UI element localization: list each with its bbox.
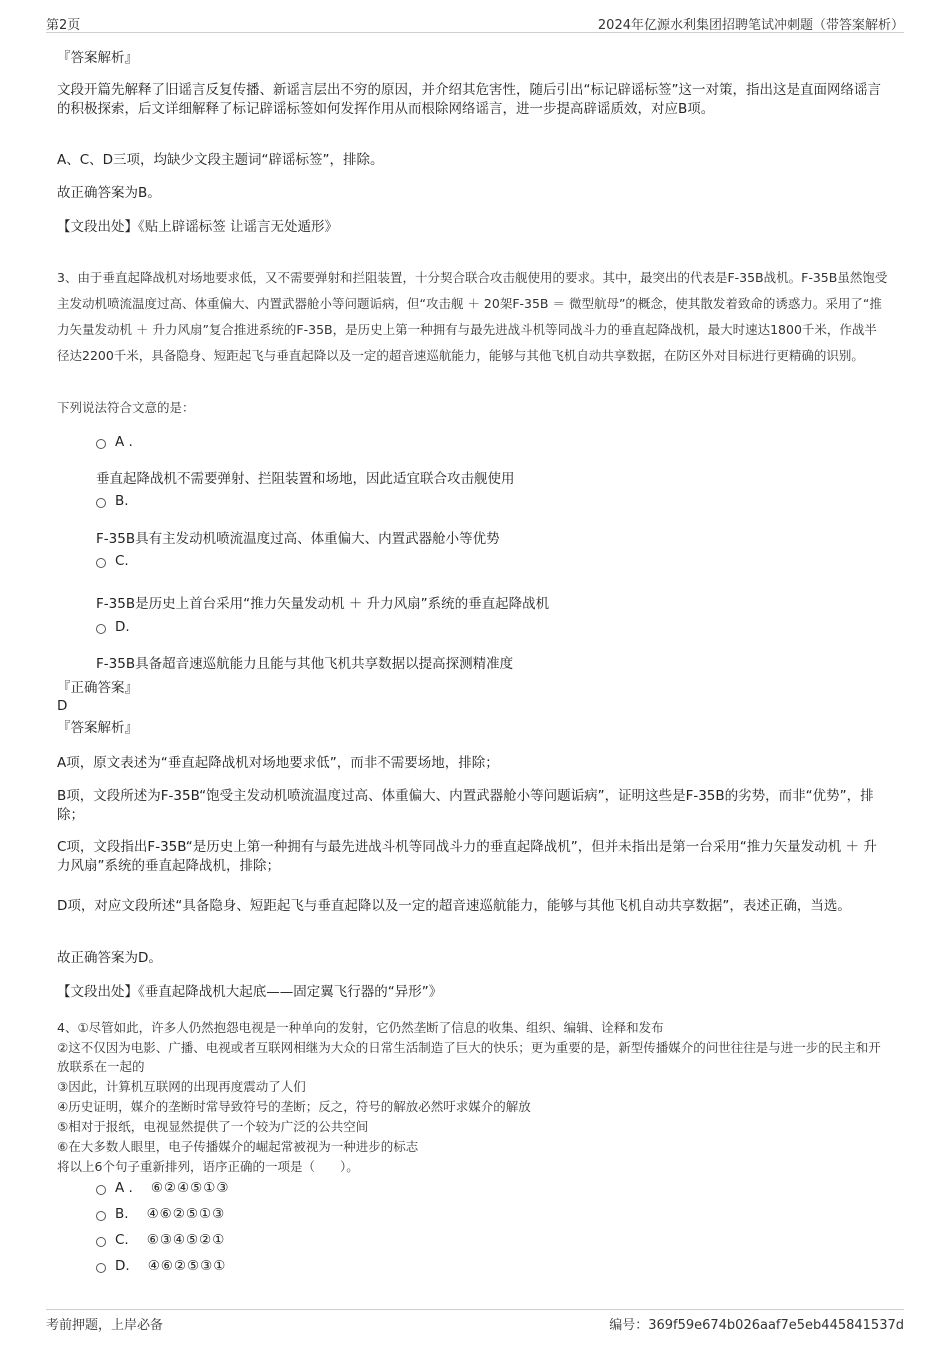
q4-option-d[interactable] — [96, 1258, 226, 1274]
option-label: C. — [115, 1232, 129, 1248]
q4-option-b[interactable] — [96, 1206, 225, 1222]
q3-option-d[interactable] — [96, 619, 130, 635]
radio-button[interactable] — [96, 1185, 106, 1195]
radio-button[interactable] — [96, 498, 106, 508]
option-text: ④⑥②⑤③① — [147, 1258, 227, 1274]
q3-option-a-text: 垂直起降战机不需要弹射、拦阻装置和场地，因此适宜联合攻击舰使用 — [96, 471, 515, 487]
q4-sentence-3: ③因此，计算机互联网的出现再度震动了人们 — [57, 1079, 306, 1094]
q3-stem: 3、由于垂直起降战机对场地要求低，又不需要弹射和拦阻装置，十分契合联合攻击舰使用的要求。其中，最突出的代表是F-35B战机。F-35B虽然饱受主发动机喷流温度过高、体重偏大、内置武器舱小等问题诟病，但“攻击舰 ＋ 20架F-35B ＝ 微型航母”的概念，使其散发着致命的诱惑力。采用了“推力矢量发动机 ＋ 升力风扇”复合推进系统的F-35B，是历史上第一种拥有与最先进战斗机等同战斗力的垂直起降战机，最大时速达1800千米，作战半径达2200千米，具备隐身、短距起飞与垂直起降以及一定的超音速巡航能力，能够与其他飞机自动共享数据，在防区外对目标进行更精确的识别。 — [57, 270, 888, 363]
q4-sentence-1: 4、①尽管如此，许多人仍然抱怨电视是一种单向的发射，它仍然垄断了信息的收集、组织、编辑、诠释和发布 — [57, 1020, 664, 1035]
q4-sentence-6: ⑥在大多数人眼里，电子传播媒介的崛起常被视为一种进步的标志 — [57, 1139, 419, 1154]
radio-button[interactable] — [96, 624, 106, 634]
radio-button[interactable] — [96, 1211, 106, 1221]
q4-option-a[interactable] — [96, 1180, 229, 1196]
option-label: D. — [115, 619, 130, 635]
option-text: ④⑥②⑤①③ — [146, 1206, 226, 1222]
q2-analysis-exclusion: A、C、D三项，均缺少文段主题词“辟谣标签”，排除。 — [57, 152, 384, 168]
q3-analysis-label: 『答案解析』 — [57, 720, 138, 736]
q4-prompt: 将以上6个句子重新排列，语序正确的一项是（ ）。 — [57, 1159, 359, 1174]
radio-button[interactable] — [96, 558, 106, 568]
header-divider — [46, 32, 904, 33]
q3-option-b[interactable] — [96, 493, 129, 509]
q3-analysis-d: D项，对应文段所述“具备隐身、短距起飞与垂直起降以及一定的超音速巡航能力，能够与其他飞机自动共享数据”，表述正确，当选。 — [57, 898, 851, 914]
q2-analysis-label: 『答案解析』 — [57, 50, 138, 66]
q3-option-c-text: F-35B是历史上首台采用“推力矢量发动机 ＋ 升力风扇”系统的垂直起降战机 — [96, 596, 550, 612]
option-text: ⑥③④⑤②① — [146, 1232, 226, 1248]
option-label: C. — [115, 553, 129, 569]
q3-option-d-text: F-35B具备超音速巡航能力且能与其他飞机共享数据以提高探测精准度 — [96, 656, 514, 672]
q2-correct-answer: 故正确答案为B。 — [57, 185, 161, 201]
q4-option-c[interactable] — [96, 1232, 225, 1248]
radio-button[interactable] — [96, 1237, 106, 1247]
q4-sentence-4: ④历史证明，媒介的垄断时常导致符号的垄断；反之，符号的解放必然吁求媒介的解放 — [57, 1099, 531, 1114]
footer-divider — [46, 1309, 904, 1310]
q3-option-c[interactable] — [96, 553, 129, 569]
option-label: D. — [115, 1258, 130, 1274]
option-label: A . — [115, 1180, 133, 1196]
radio-button[interactable] — [96, 439, 106, 449]
q3-prompt: 下列说法符合文意的是： — [57, 400, 195, 415]
q3-correct-answer-value: D — [57, 698, 68, 714]
q2-source: 【文段出处】《贴上辟谣标签 让谣言无处遁形》 — [57, 219, 339, 235]
page-header — [46, 10, 904, 33]
footer-slogan: 考前押题，上岸必备 — [46, 1318, 164, 1333]
q3-option-a[interactable] — [96, 434, 133, 450]
document-id: 编号：369f59e674b026aaf7e5eb445841537d — [609, 1318, 904, 1333]
option-label: B. — [115, 1206, 129, 1222]
option-text: ⑥②④⑤①③ — [150, 1180, 230, 1196]
q2-analysis-paragraph: 文段开篇先解释了旧谣言反复传播、新谣言层出不穷的原因，并介绍其危害性，随后引出“标记辟谣标签”这一对策，指出这是直面网络谣言的积极探索，后文详细解释了标记辟谣标签如何发挥作用从而根除网络谣言，进一步提高辟谣质效，对应B项。 — [57, 82, 881, 117]
q3-correct-conclusion: 故正确答案为D。 — [57, 950, 162, 966]
option-label: B. — [115, 493, 129, 509]
document-title: 2024年亿源水利集团招聘笔试冲刺题（带答案解析） — [597, 18, 904, 33]
q3-option-b-text: F-35B具有主发动机喷流温度过高、体重偏大、内置武器舱小等优势 — [96, 531, 500, 547]
q3-analysis-a: A项，原文表述为“垂直起降战机对场地要求低”，而非不需要场地，排除； — [57, 755, 499, 771]
q3-source: 【文段出处】《垂直起降战机大起底——固定翼飞行器的“异形”》 — [57, 984, 443, 1000]
page-number: 第2页 — [46, 18, 81, 33]
option-label: A . — [115, 434, 133, 450]
q3-correct-answer-label: 『正确答案』 — [57, 680, 138, 696]
q4-sentence-5: ⑤相对于报纸，电视显然提供了一个较为广泛的公共空间 — [57, 1119, 369, 1134]
q3-analysis-c: C项，文段指出F-35B“是历史上第一种拥有与最先进战斗机等同战斗力的垂直起降战机”，但并未指出是第一台采用“推力矢量发动机 ＋ 升力风扇”系统的垂直起降战机，排除； — [57, 839, 877, 874]
radio-button[interactable] — [96, 1263, 106, 1273]
q3-analysis-b: B项，文段所述为F-35B“饱受主发动机喷流温度过高、体重偏大、内置武器舱小等问题诟病”，证明这些是F-35B的劣势，而非“优势”，排除； — [57, 788, 874, 823]
q4-sentence-2: ②这不仅因为电影、广播、电视或者互联网相继为大众的日常生活制造了巨大的快乐；更为重要的是，新型传播媒介的问世往往是与进一步的民主和开放联系在一起的 — [57, 1040, 881, 1074]
